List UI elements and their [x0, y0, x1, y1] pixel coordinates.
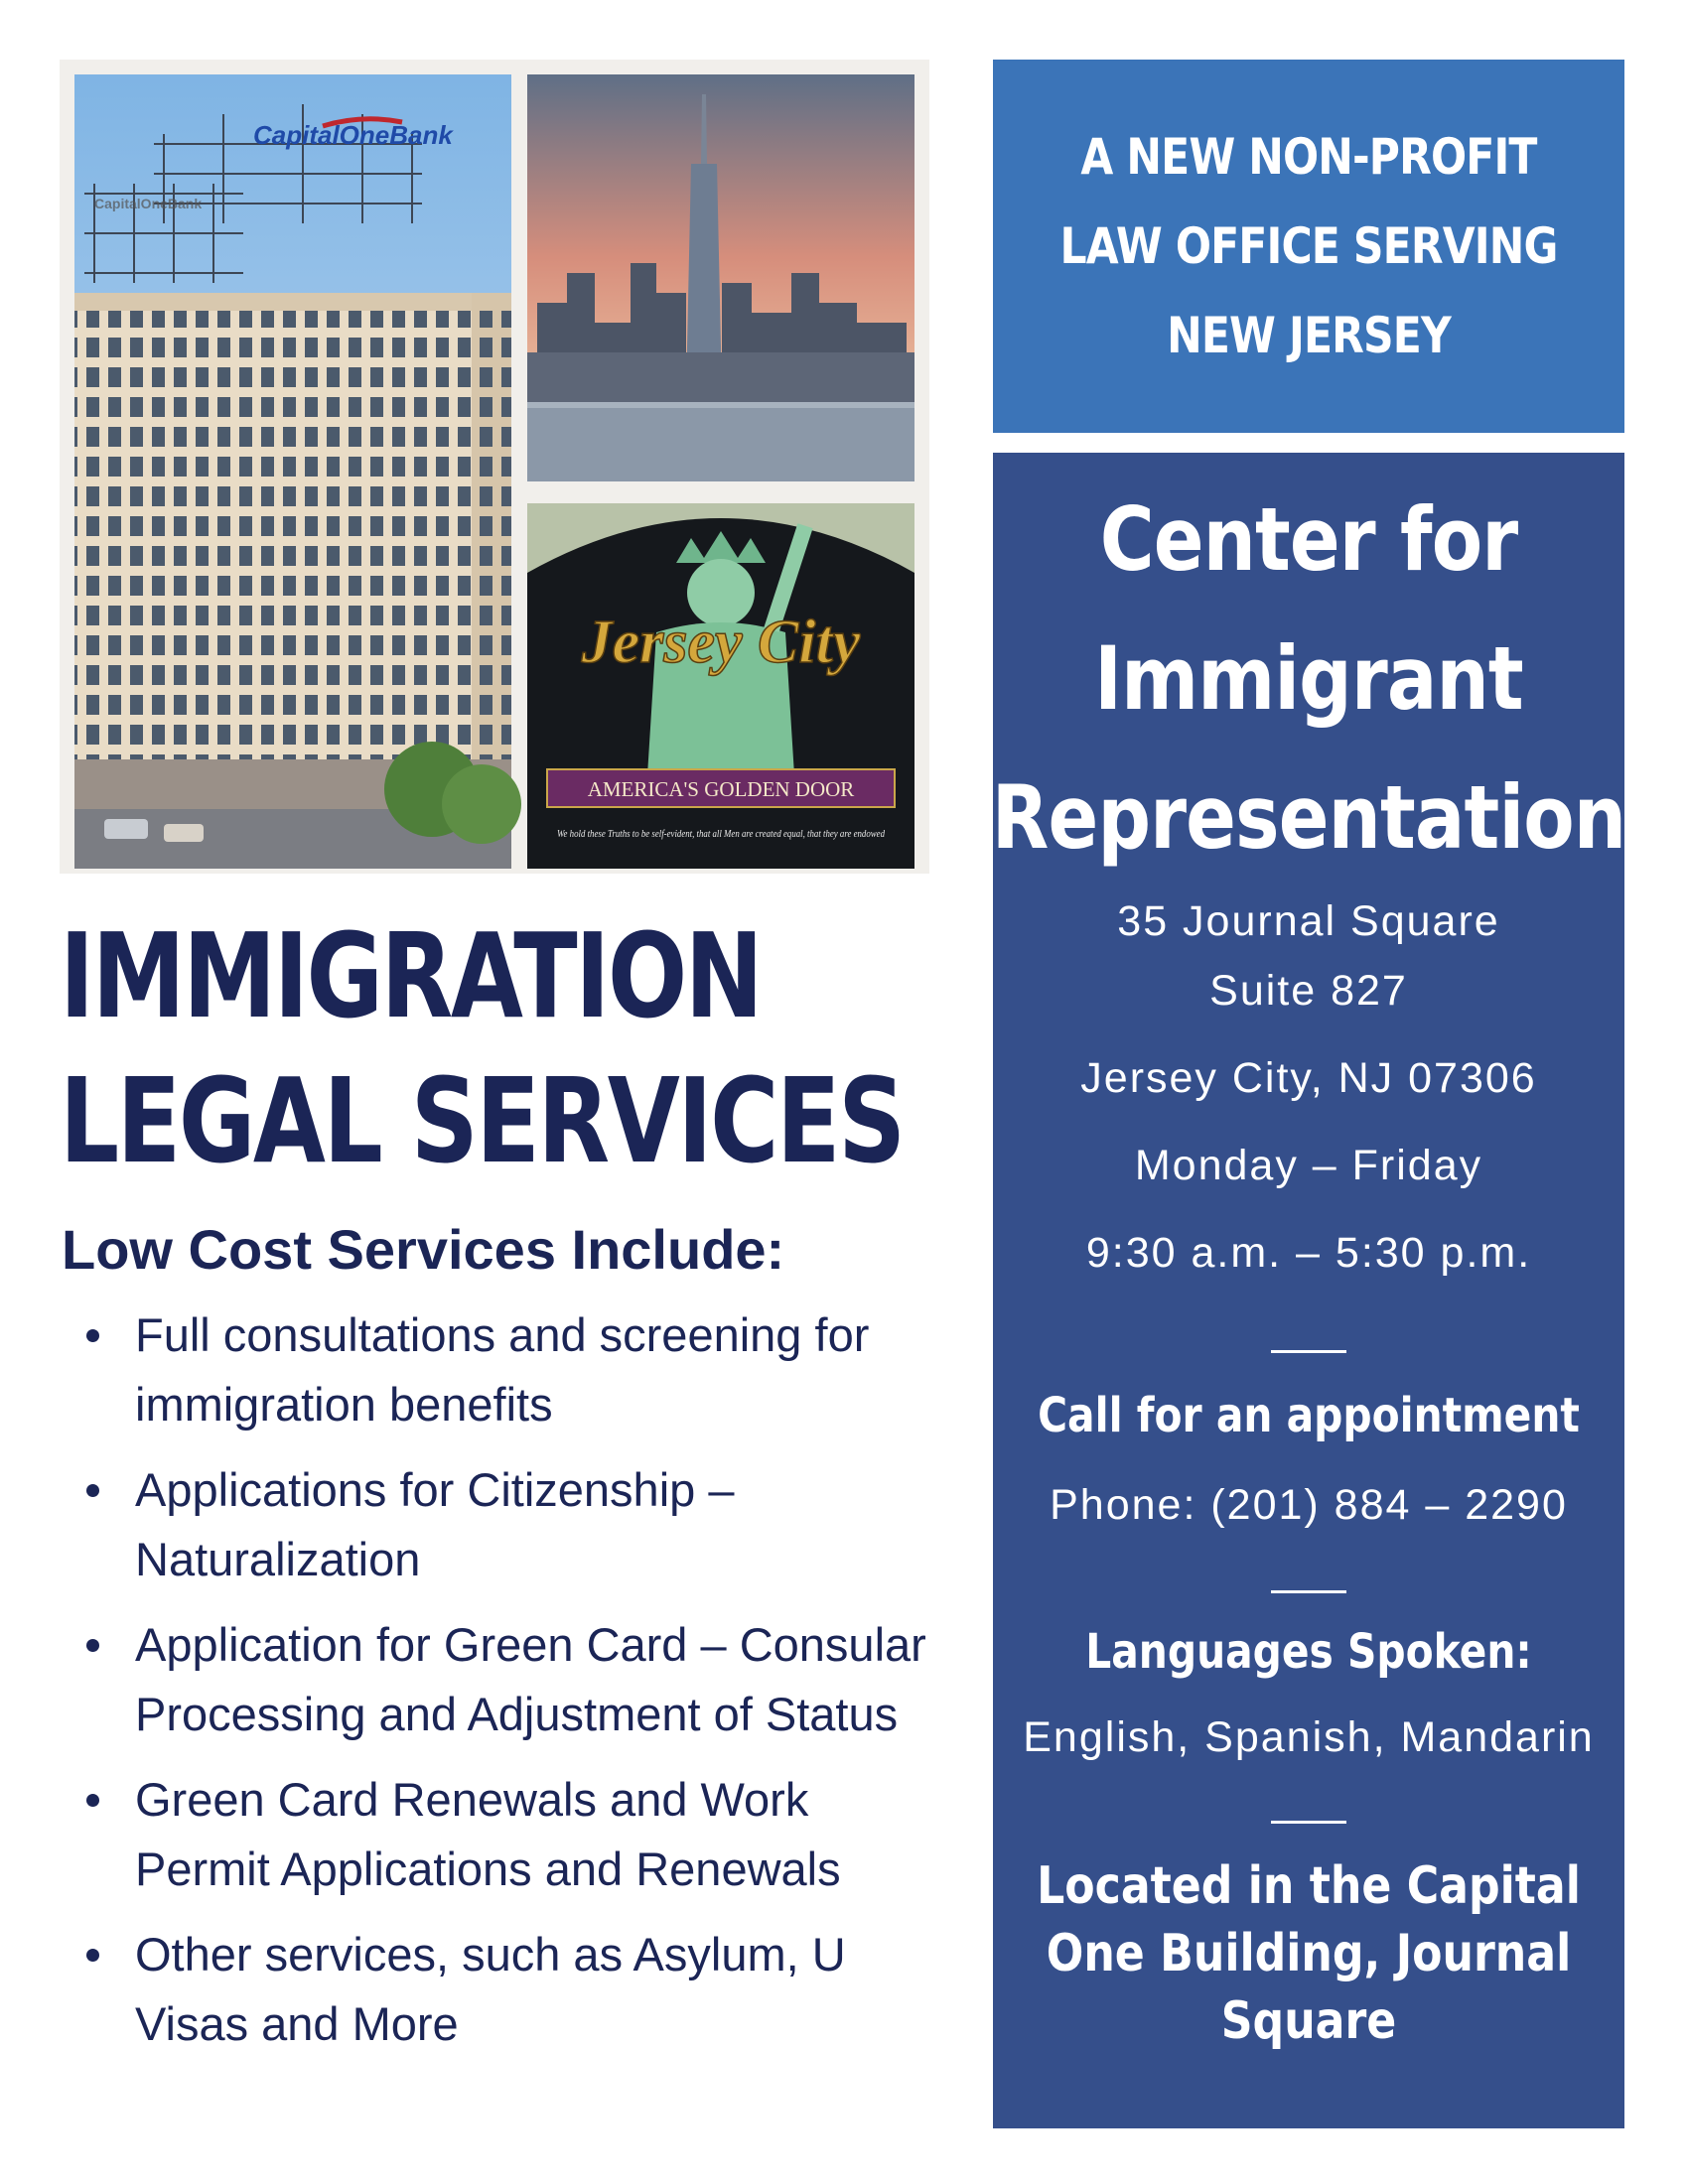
bullet-icon	[86, 1639, 99, 1652]
skyline-illustration	[527, 74, 914, 481]
golden-door-banner: AMERICA'S GOLDEN DOOR	[587, 777, 855, 801]
phone-number: Phone: (201) 884 – 2290	[1050, 1481, 1568, 1529]
service-item	[79, 1455, 953, 1594]
service-text: Green Card Renewals and Work Permit Applications and Renewals	[135, 1773, 841, 1895]
service-item	[79, 1610, 953, 1749]
organization-name: Center for Immigrant Representation	[991, 488, 1626, 869]
address-street: 35 Journal Square	[1117, 897, 1500, 945]
office-days: Monday – Friday	[1134, 1142, 1483, 1189]
headline	[60, 903, 904, 1193]
jersey-city-sign-photo	[527, 503, 914, 869]
service-item	[79, 1765, 953, 1904]
sign-illustration	[527, 503, 914, 869]
service-text: Application for Green Card – Consular Processing and Adjustment of Status	[135, 1618, 926, 1740]
section-divider	[1271, 1590, 1346, 1593]
address-suite: Suite 827	[1209, 967, 1408, 1015]
office-hours: 9:30 a.m. – 5:30 p.m.	[1085, 1229, 1532, 1277]
headline-line-1: IMMIGRATION	[60, 907, 762, 1044]
service-item	[79, 1920, 953, 2059]
location-note: Located in the Capital One Building, Journal Square	[1037, 1856, 1581, 2051]
headline-line-2: LEGAL SERVICES	[60, 1052, 904, 1189]
service-text: Other services, such as Asylum, U Visas and More	[135, 1928, 846, 2050]
bullet-icon	[86, 1484, 99, 1497]
capital-one-building-photo	[74, 74, 511, 869]
languages-list: English, Spanish, Mandarin	[1023, 1713, 1595, 1761]
jersey-city-sign-text: Jersey City	[581, 609, 861, 676]
photo-collage	[60, 60, 929, 874]
services-list	[79, 1300, 953, 2075]
section-divider	[1271, 1350, 1346, 1353]
announcement-text: A NEW NON-PROFIT LAW OFFICE SERVING NEW JERSEY	[1059, 128, 1558, 364]
svg-text:CapitalOneBank: CapitalOneBank	[94, 196, 203, 211]
city-skyline-photo	[527, 74, 914, 481]
service-text: Applications for Citizenship – Naturalization	[135, 1463, 735, 1585]
bullet-icon	[86, 1329, 99, 1342]
service-text: Full consultations and screening for immigration benefits	[135, 1308, 870, 1431]
languages-heading: Languages Spoken:	[1085, 1624, 1532, 1680]
bullet-icon	[86, 1794, 99, 1807]
sign-caption: We hold these Truths to be self-evident, that all Men are created equal, that they are endowed	[557, 828, 886, 840]
building-illustration	[74, 74, 511, 869]
address-city: Jersey City, NJ 07306	[1080, 1054, 1537, 1102]
bullet-icon	[86, 1949, 99, 1962]
appointment-heading: Call for an appointment	[1038, 1388, 1580, 1443]
announcement-box	[993, 60, 1624, 433]
capital-one-sign: CapitalOneBank	[253, 120, 453, 150]
services-heading: Low Cost Services Include:	[62, 1218, 785, 1281]
service-item	[79, 1300, 953, 1439]
info-panel	[993, 453, 1624, 2128]
section-divider	[1271, 1821, 1346, 1824]
